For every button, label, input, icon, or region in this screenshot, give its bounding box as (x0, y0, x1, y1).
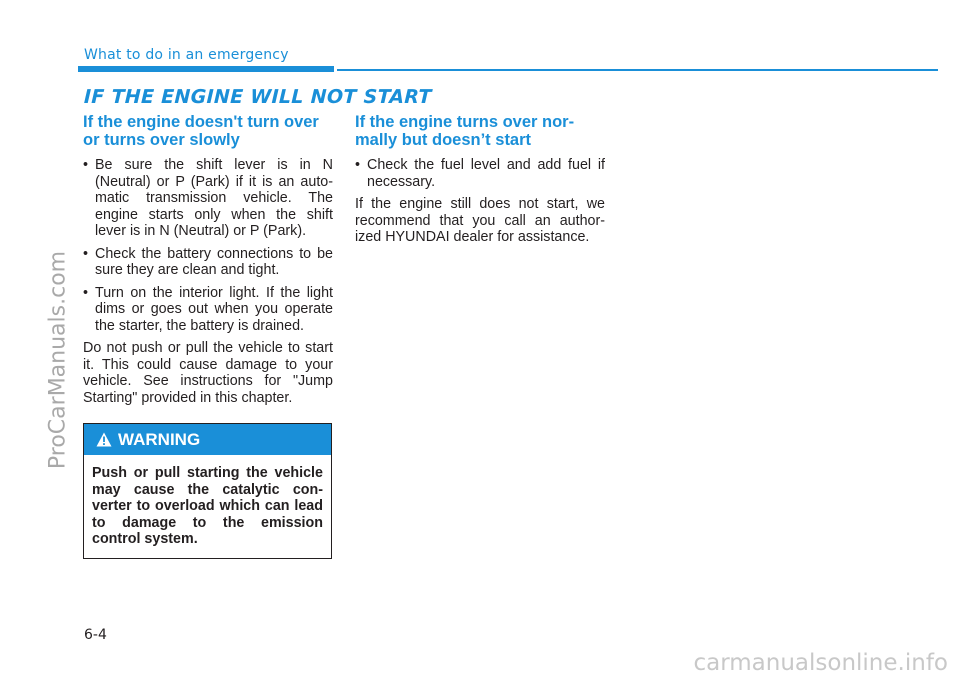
list-item (355, 157, 605, 190)
list-item (83, 285, 333, 335)
section-label: What to do in an emergency (84, 47, 289, 63)
section-rule-thick (78, 66, 334, 72)
bullet-dot-icon: • (355, 157, 361, 173)
warning-text: Push or pull starting the vehicle may cause the catalytic con-verter to overload which can lead to damage to the emission control system. (92, 465, 323, 547)
section-rule-thin (337, 69, 938, 71)
bottom-watermark: carmanualsonline.info (693, 650, 948, 676)
right-paragraph: If the engine still does not start, we recommend that you call an author-ized HYUNDAI dealer for assistance. (355, 196, 605, 245)
right-column (355, 113, 605, 246)
bullet-dot-icon: • (83, 245, 89, 262)
bullet-text: Be sure the shift lever is in N (Neutral) or P (Park) if it is an auto-matic transmission vehicle. The engine starts only when the shift lever is in N (Neutral) or P (Park). (95, 157, 333, 239)
bullet-dot-icon: • (83, 284, 89, 301)
left-paragraph: Do not push or pull the vehicle to start it. This could cause damage to your vehicle. See instructions for "Jump Starting" provided in this chapter. (83, 340, 333, 406)
right-subheading: If the engine turns over nor-mally but doesn’t start (355, 113, 575, 149)
page-number: 6-4 (84, 627, 107, 643)
bullet-text: Check the battery connections to be sure they are clean and tight. (95, 245, 333, 278)
left-column (83, 113, 333, 406)
warning-header (84, 424, 331, 455)
warning-triangle-icon (96, 432, 112, 447)
left-subheading: If the engine doesn't turn over or turns over slowly (83, 113, 319, 149)
warning-label: WARNING (118, 429, 201, 449)
bullet-text: Turn on the interior light. If the light dims or goes out when you operate the starter, the battery is drained. (95, 284, 333, 334)
list-item (83, 246, 333, 279)
page-title: IF THE ENGINE WILL NOT START (83, 86, 433, 108)
side-watermark: ProCarManuals.com (45, 250, 71, 470)
bullet-text: Check the fuel level and add fuel if necessary. (367, 157, 605, 190)
list-item (83, 157, 333, 240)
warning-box (83, 423, 332, 559)
right-bullet-list (355, 157, 605, 190)
left-bullet-list (83, 157, 333, 334)
bullet-dot-icon: • (83, 157, 89, 173)
